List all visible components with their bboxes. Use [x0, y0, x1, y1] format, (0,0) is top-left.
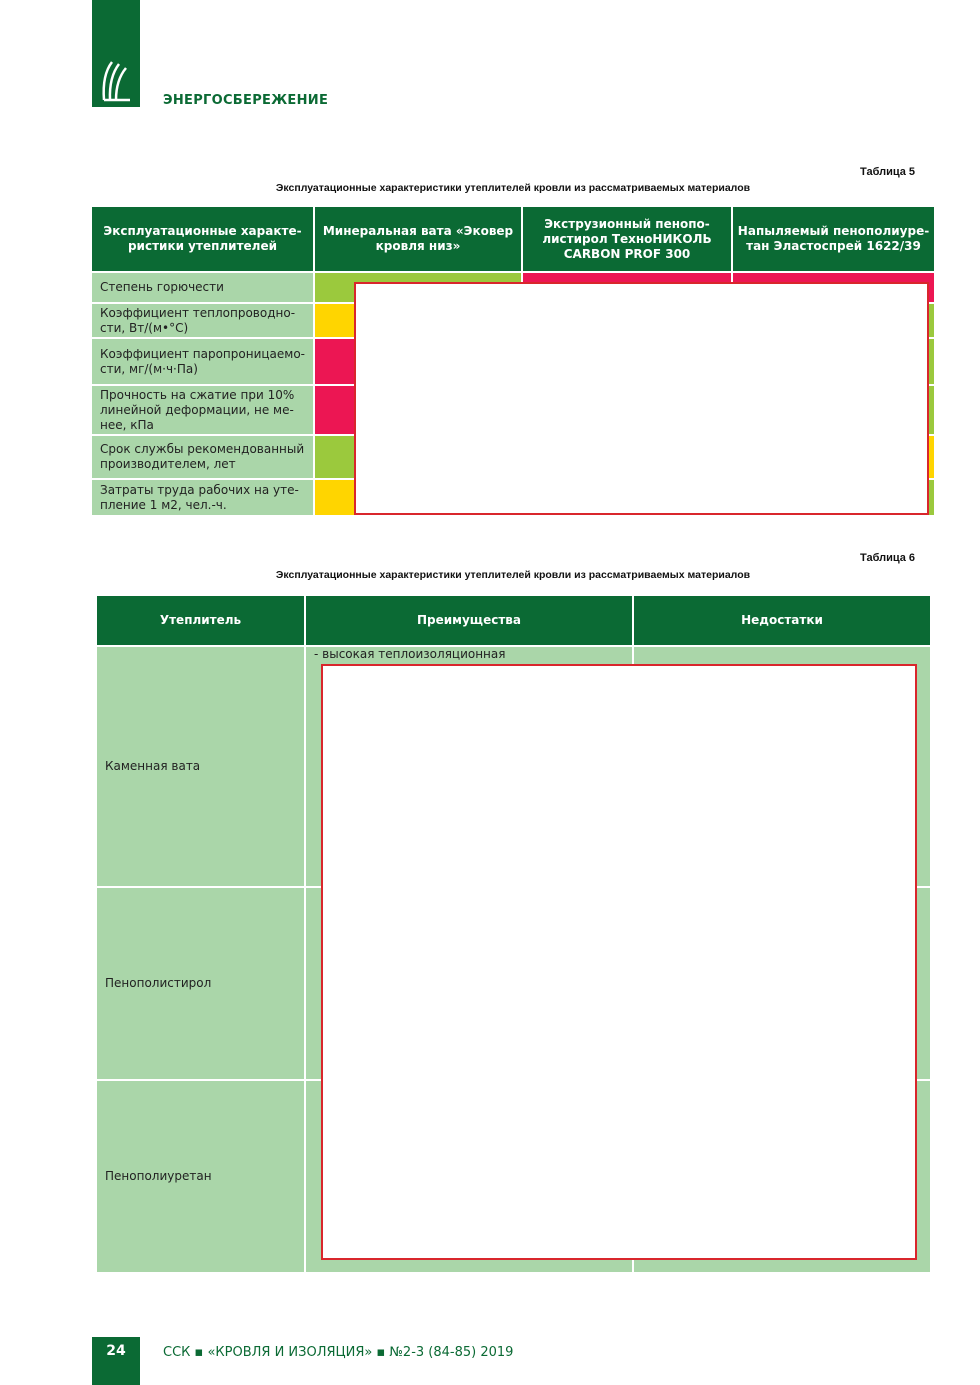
- table5-row-label: Прочность на сжатие при 10% линейной деформации, не ме-нее, кПа: [92, 386, 313, 434]
- table5-header-pu-foam: Напыляемый пенополиуре-тан Эластоспрей 1622/39: [733, 207, 934, 271]
- page-number: 24: [92, 1337, 140, 1385]
- table5-header-xps: Экструзионный пенопо-листирол ТехноНИКОЛЬ CARBON PROF 300: [523, 207, 731, 271]
- table5-row-label: Коэффициент теплопроводно-сти, Вт/(м•°С): [92, 304, 313, 337]
- table6-row-label: Пенополистирол: [97, 888, 304, 1079]
- redaction-box: [321, 664, 917, 1260]
- table6-caption: Эксплуатационные характеристики утеплителей кровли из рассматриваемых материалов: [275, 569, 751, 581]
- redaction-box: [354, 282, 929, 515]
- footer-text: ССК ▪ «КРОВЛЯ И ИЗОЛЯЦИЯ» ▪ №2-3 (84-85) 2019: [163, 1345, 514, 1360]
- table5-label: Таблица 5: [860, 166, 916, 178]
- advantages-text: - высокая теплоизоляционная: [314, 647, 506, 661]
- table6-row-label: Каменная вата: [97, 647, 304, 886]
- table6-label: Таблица 6: [860, 552, 916, 564]
- table6-header-advantages: Преимущества: [306, 596, 632, 645]
- table5-row-label: Степень горючести: [92, 273, 313, 302]
- table6-header-disadvantages: Недостатки: [634, 596, 930, 645]
- table6-header-insulation: Утеплитель: [97, 596, 304, 645]
- table5-header-characteristics: Эксплуатационные характе-ристики утеплителей: [92, 207, 313, 271]
- logo-bar: [92, 0, 140, 107]
- table5-caption: Эксплуатационные характеристики утеплителей кровли из рассматриваемых материалов: [275, 182, 751, 194]
- logo-icon: [92, 0, 140, 107]
- table5-header-mineral-wool: Минеральная вата «Эковер кровля низ»: [315, 207, 521, 271]
- section-title: ЭНЕРГОСБЕРЕЖЕНИЕ: [163, 93, 329, 108]
- table5-row-label: Коэффициент паропроницаемо-сти, мг/(м·ч·Па): [92, 339, 313, 384]
- table5-row-label: Затраты труда рабочих на уте-пление 1 м2, чел.-ч.: [92, 480, 313, 515]
- table6-row-label: Пенополиуретан: [97, 1081, 304, 1272]
- table5-row-label: Срок службы рекомендованный производителем, лет: [92, 436, 313, 478]
